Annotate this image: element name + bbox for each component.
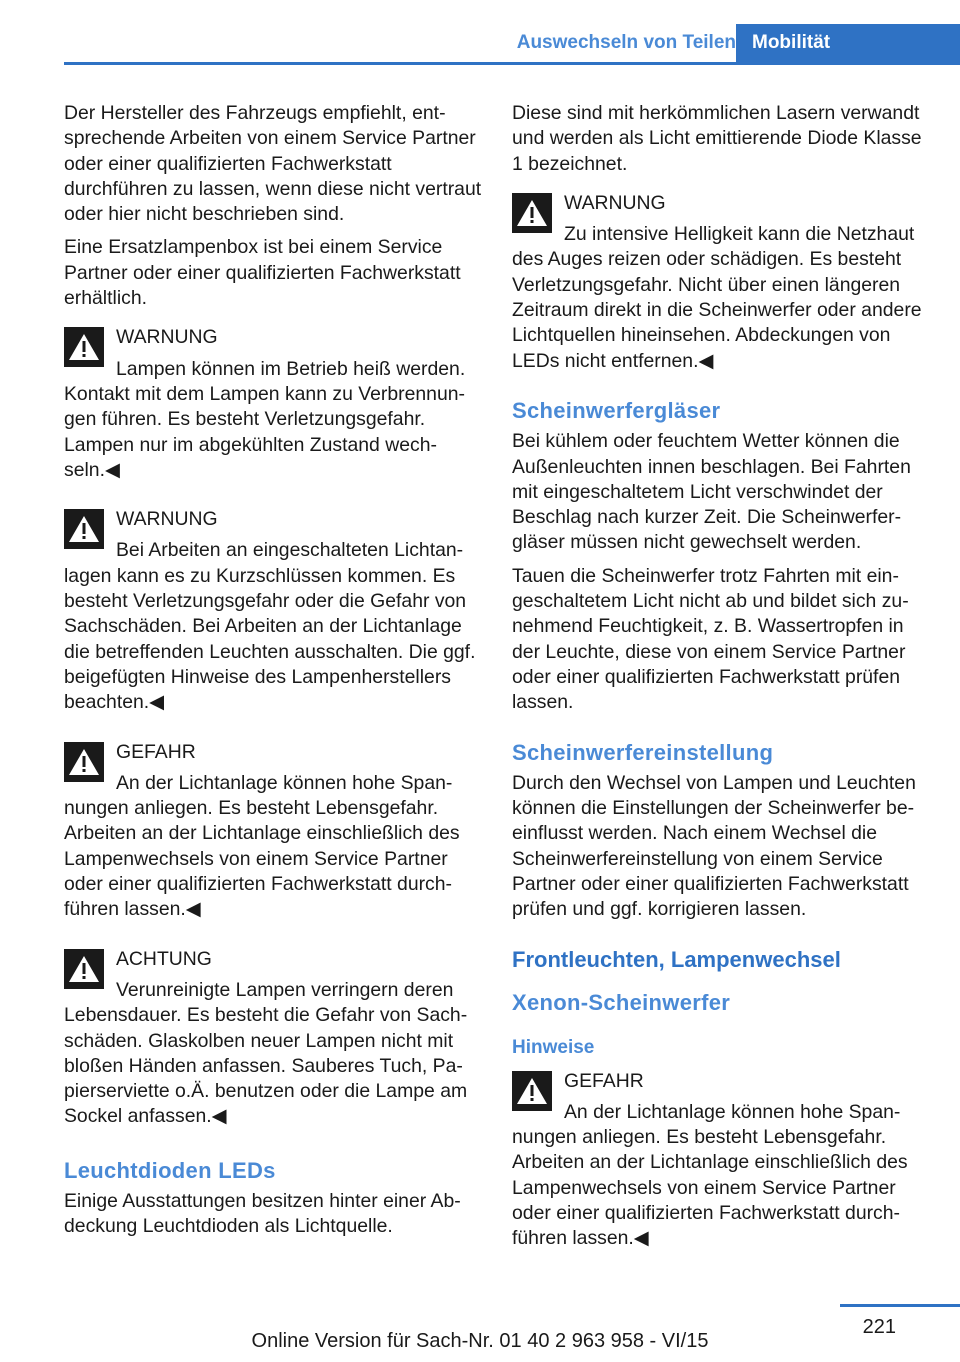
footer-text: Online Version für Sach-Nr. 01 40 2 963 958 - VI/15 (251, 1330, 709, 1352)
warning-text: Zu intensive Helligkeit kann die Netzhaut des Auges reizen oder schädigen. Es besteht Verletzungsgefahr. Nicht über einen längeren Zeitraum direkt in die Scheinwerfer oder andere Lichtquellen hineinsehen. Abdeckungen von LEDs nicht entfernen.◀ (512, 223, 922, 372)
right-column (512, 101, 932, 1276)
warning-block (64, 325, 484, 483)
caution-text: Verunreinigte Lampen verringern deren Lebensdauer. Es besteht die Gefahr von Sachschäden. Glaskolben neuer Lampen nicht mit bloßen Händen anfassen. Sauberes Tuch, Papierserviette o.Ä. benutzen oder die Lampe am Sockel anfassen.◀ (64, 978, 468, 1128)
warning-icon (512, 1071, 552, 1111)
section-title: Auswechseln von Teilen (516, 32, 736, 53)
heading-scheinwerfereinstellung: Scheinwerfereinstellung (512, 739, 774, 765)
warning-icon (64, 509, 104, 549)
warning-title: WARNUNG (564, 191, 666, 214)
danger-text: An der Lichtanlage können hohe Spannungen anliegen. Es besteht Lebensgefahr. Arbeiten an der Lichtanlage einschließlich des Lampenwechsels von einem Service Partner oder einer qualifizierten Fachwerkstatt durchführen lassen.◀ (512, 1100, 908, 1250)
warning-block (512, 191, 932, 374)
warning-icon (64, 949, 104, 989)
left-column (64, 101, 484, 1248)
danger-block (64, 740, 484, 923)
footer-rule (840, 1304, 960, 1307)
warning-title: WARNUNG (116, 508, 218, 531)
paragraph: Einige Ausstattungen besitzen hinter einer Abdeckung Leuchtdioden als Lichtquelle. (64, 1189, 461, 1238)
paragraph: Diese sind mit herkömmlichen Lasern verwandt und werden als Licht emittierende Diode Klasse 1 bezeichnet. (512, 102, 922, 175)
warning-text: Lampen können im Betrieb heiß werden. Kontakt mit dem Lampen kann zu Verbrennungen führen. Es besteht Verletzungsgefahr. Lampen nur im abgekühlten Zustand wechseln.◀ (64, 357, 466, 481)
paragraph: Durch den Wechsel von Lampen und Leuchten können die Einstellungen der Scheinwerfer beeinflusst werden. Nach einem Wechsel die Scheinwerfereinstellung von einem Service Partner oder einer qualifizierten Fachwerkstatt prüfen und ggf. korrigieren lassen. (512, 771, 916, 921)
chapter-tab: Mobilität (736, 24, 960, 62)
paragraph: Tauen die Scheinwerfer trotz Fahrten mit eingeschaltetem Licht nicht ab und bildet sich zunehmend Feuchtigkeit, z. B. Wassertropfen in der Leuchte, diese von einem Service Partner oder einer qualifizierten Fachwerkstatt prüfen lassen. (512, 564, 909, 714)
page-header (64, 24, 960, 65)
warning-icon (512, 193, 552, 233)
paragraph: Eine Ersatzlampenbox ist bei einem Service Partner oder einer qualifizierten Fachwerkstatt erhältlich. (64, 236, 461, 310)
danger-block (512, 1069, 932, 1252)
warning-icon (64, 327, 104, 367)
danger-title: GEFAHR (564, 1069, 644, 1092)
warning-title: WARNUNG (116, 326, 218, 349)
paragraph: Bei kühlem oder feuchtem Wetter können die Außenleuchten innen beschlagen. Bei Fahrten mit eingeschaltetem Licht verschwindet der Beschlag nach kurzer Zeit. Die Scheinwerfergläser müssen nicht gewechselt werden. (512, 430, 911, 554)
heading-leds: Leuchtdioden LEDs (64, 1157, 276, 1183)
heading-xenon: Xenon-Scheinwerfer (512, 989, 731, 1015)
warning-text: Bei Arbeiten an eingeschalteten Lichtanlagen kann es zu Kurzschlüssen kommen. Es besteht Verletzungsgefahr oder die Gefahr von Sachschäden. Bei Arbeiten an der Lichtanlage die betreffenden Leuchten ausschalten. Die ggf. beigefügten Hinweise des Lampenherstellers beachten.◀ (64, 539, 476, 714)
heading-frontleuchten: Frontleuchten, Lampenwechsel (512, 946, 841, 972)
caution-block (64, 947, 484, 1130)
danger-text: An der Lichtanlage können hohe Spannungen anliegen. Es besteht Lebensgefahr. Arbeiten an der Lichtanlage einschließlich des Lampenwechsels von einem Service Partner oder einer qualifizierten Fachwerkstatt durchführen lassen.◀ (64, 771, 460, 921)
heading-hinweise: Hinweise (512, 1037, 595, 1059)
danger-title: GEFAHR (116, 740, 196, 763)
caution-title: ACHTUNG (116, 947, 212, 970)
page-number: 221 (862, 1316, 896, 1338)
heading-scheinwerferglaeser: Scheinwerfergläser (512, 397, 721, 423)
warning-icon (64, 742, 104, 782)
paragraph: Der Hersteller des Fahrzeugs empfiehlt, entsprechende Arbeiten von einem Service Partner oder einer qualifizierten Fachwerkstatt durchführen zu lassen, wenn diese nicht vertraut oder hier nicht beschrieben sind. (64, 102, 482, 226)
warning-block (64, 507, 484, 715)
